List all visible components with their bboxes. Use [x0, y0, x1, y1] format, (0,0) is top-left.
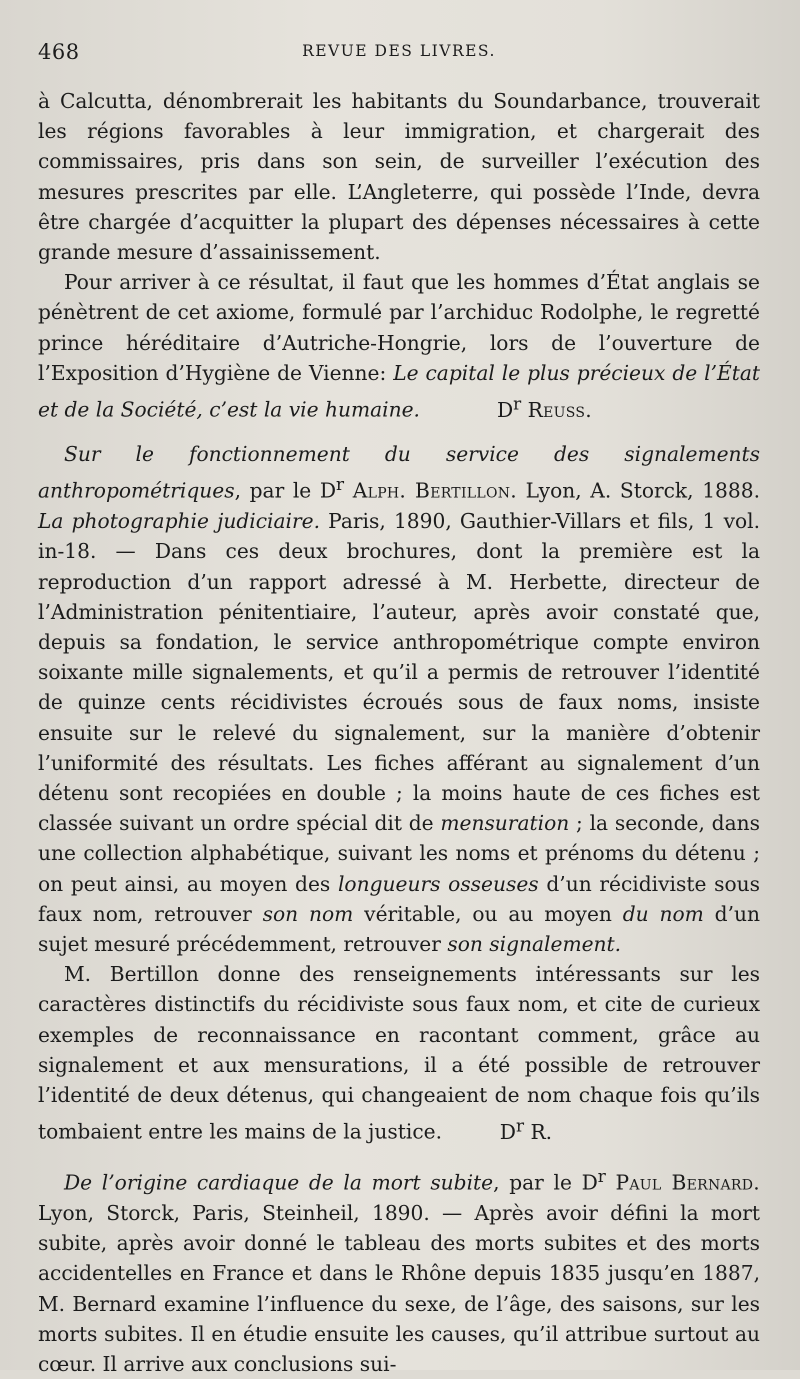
page-header	[38, 34, 760, 70]
page-number: 468	[38, 40, 80, 64]
review-title-2: La photographie judiciaire.	[38, 509, 320, 534]
review-author: Alph. Bertillon.	[352, 478, 518, 503]
quote-text: Le capital le plus précieux de l’État et de la Société, c’est la vie humaine.	[38, 360, 760, 422]
signature: $D^r$ Reuss.	[496, 393, 593, 422]
paragraph-text: M. Bertillon donne des renseignements intéressants sur les caractères distinctifs du récidiviste sous faux nom, et cite de curieux exemples de reconnaissance en racontant comment, grâce au signalement et aux mensurations, il a été possible de retrouver l’identité de deux détenus, qui changeaient de nom chaque fois qu’ils tombaient entre les mains de la justice.	[38, 962, 760, 1144]
page-body	[38, 86, 760, 1379]
review-title-1: Sur le fonctionnement du service des signalements anthropométriques	[38, 441, 760, 503]
continuation-text: à Calcutta, dénombrerait les habitants du Soundarbance, trouverait les régions favorables à leur immigration, et chargerait des commissaires, pris dans son sein, de surveiller l’exécution des mesures prescrites par elle. L’Angleterre, qui possède l’Inde, devra être chargée d’acquitter la plupart des dépenses nécessaires à cette grande mesure d’assainissement.	[38, 89, 760, 265]
paragraph-text: Pour arriver à ce résultat, il faut que les hommes d’État anglais se pénètrent de cet axiome, formulé par l’archiduc Rodolphe, le regretté prince héréditaire d’Autriche-Hongrie, lors de l’ouverture de l’Exposition d’Hygiène de Vienne:	[38, 270, 760, 385]
continuation-paragraph-2	[38, 267, 760, 425]
signature: $D^r$ R.	[499, 1115, 553, 1144]
review-bernard: De l’origine cardiaque de la mort subite, par le $D^r$ Paul Bernard. Lyon, Storck, Paris, Steinheil, 1890. — Après avoir défini la mort subite, après avoir donné le tableau des morts subites et des morts accidentelles en France et dans le Rhône depuis 1835 jusqu’en 1887, M. Bernard examine l’influence du sexe, de l’âge, des saisons, sur les morts subites. Il en étudie ensuite les causes, qu’il attribue surtout au cœur. Il arrive aux conclusions sui-	[38, 1166, 760, 1377]
review-bertillon-paragraph-2	[38, 959, 760, 1147]
review-title: De l’origine cardiaque de la mort subite	[64, 1170, 494, 1195]
review-bertillon: Sur le fonctionnement du service des signalements anthropométriques, par le $D^r$ Alph. Bertillon. Lyon, A. Storck, 1888. La photographie judiciaire. Paris, 1890, Gauthier-Villars et fils, 1 vol. in-18. — Dans ces deux brochures, dont la première est la reproduction d’un rapport adressé à M. Herbette, directeur de l’Administration pénitentiaire, l’auteur, après avoir constaté que, depuis sa fondation, le service anthropométrique compte environ soixante mille signalements, et qu’il a permis de retrouver l’identité de quinze cents récidivistes écroués sous de faux noms, insiste ensuite sur le relevé du signalement, sur la manière d’obtenir l’uniformité des résultats. Les fiches afférant au signalement d’un détenu sont recopiées en double ; la moins haute de ces fiches est classée suivant un ordre spécial dit de mensuration ; la seconde, dans une collection alphabétique, suivant les noms et prénoms du détenu ; on peut ainsi, au moyen des longueurs osseuses d’un récidiviste sous faux nom, retrouver son nom véritable, ou au moyen du nom d’un sujet mesuré précédemment, retrouver son signalement.	[38, 441, 761, 956]
review-author: Paul Bernard.	[615, 1170, 760, 1195]
continuation-paragraph	[38, 86, 760, 267]
running-title: REVUE DES LIVRES.	[302, 42, 496, 60]
